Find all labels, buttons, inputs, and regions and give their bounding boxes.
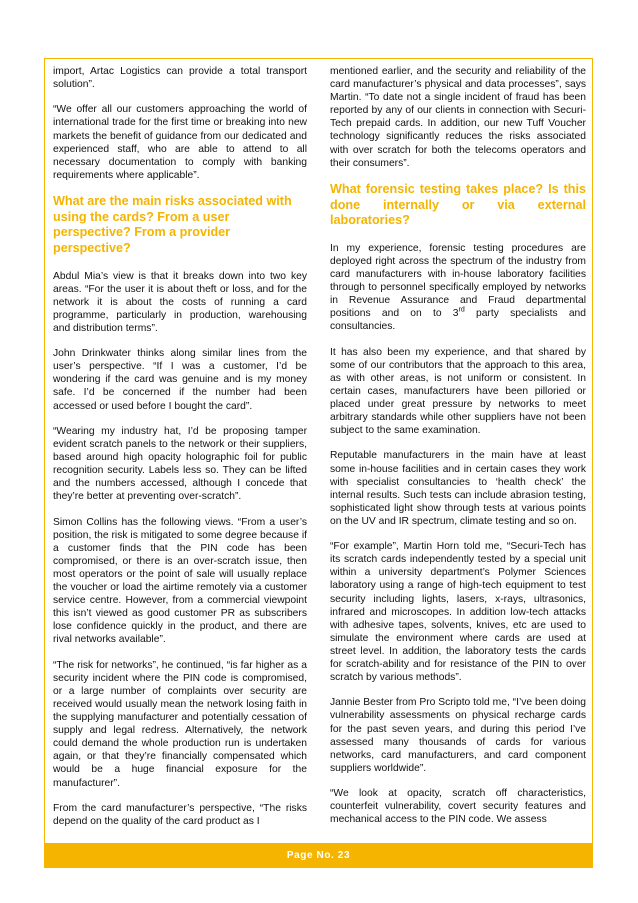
paragraph: It has also been my experience, and that shared by some of our contributors that the approach to this area, as with other areas, is not uniform or consistent. In certain cases, manufacturers have been pilloried or placed under great pressure by networks to meet arbitrary standards while other suppliers have not been subject to the same examination. xyxy=(330,346,586,437)
paragraph: “For example”, Martin Horn told me, “Securi-Tech has its scratch cards independently tested by a special unit within a university department’s Polymer Sciences laboratory using a range of high-tech equipment to test security including lights, lasers, x-rays, ultrasonics, infrared and microscopes. In addition low-tech attacks with adhesive tapes, solvents, knives, etc are used to simulate the environment where cards are used at street level. In addition, the laboratory tests the cards for scratch-ability and for resistance of the PIN to over scratch by various methods”. xyxy=(330,541,586,684)
ordinal-suffix: rd xyxy=(458,306,465,314)
left-column xyxy=(53,65,307,840)
right-column xyxy=(330,65,586,839)
paragraph: “Wearing my industry hat, I’d be proposing tamper evident scratch panels to the network or their suppliers, based around high opacity holographic foil for public recognition security. Labels less so. They can be lifted and the numbers accessed, although I concede that they’re better at preventing over-scratch”. xyxy=(53,425,307,503)
paragraph: John Drinkwater thinks along similar lines from the user’s perspective. “If I was a customer, I’d be wondering if the card was genuine and is my money safe. I’d be concerned if the number had been accessed or used before I bought the card”. xyxy=(53,348,307,412)
paragraph: mentioned earlier, and the security and reliability of the card manufacturer’s physical and data processes”, says Martin. “To date not a single incident of fraud has been reported by any of our clients in connection with Securi-Tech prepaid cards. In addition, our new Tuff Voucher technology significantly reduces the risks associated with over scratch for both the telecoms operators and their consumers”. xyxy=(330,66,586,169)
paragraph: import, Artac Logistics can provide a total transport solution”. xyxy=(53,66,307,91)
paragraph-text: In my experience, forensic testing procedures are deployed right across the spectrum of the industry from card manufacturers with in-house laboratory facilities through to personnel specifically employed by networks in Revenue Assurance and Fraud departmental positions and on to 3 xyxy=(330,242,586,320)
footer-bar xyxy=(44,844,593,868)
paragraph: “We look at opacity, scratch off characteristics, counterfeit vulnerability, covert security features and mechanical access to the PIN code. We assess xyxy=(330,788,586,826)
paragraph: “The risk for networks”, he continued, “is far higher as a security incident where the PIN code is compromised, or a large number of complaints over security are received would usually mean the network losing faith in the supplying manufacturer and potentially cessation of supply and legal redress. Alternatively, the network could demand the whole production run is undertaken again, or that they’re financially compensated which would be a huge financial exposure for the manufacturer”. xyxy=(53,659,307,789)
paragraph-text: party specialists and consultancies. xyxy=(330,308,587,333)
paragraph: Simon Collins has the following views. “From a user’s position, the risk is mitigated to some degree because if a customer finds that the PIN code has been compromised, or there is an over-scratch issue, then most operators or the point of sale will usually replace the voucher or load the airtime remotely via a customer service centre. However, from a commercial viewpoint this isn’t viewed as good customer PR as subscribers lose confidence quickly in the product, and there are rival networks available”. xyxy=(53,516,307,646)
paragraph: Reputable manufacturers in the main have at least some in-house facilities and in certain cases they work with specialist consultancies to ‘health check’ the internal results. Such tests can include abrasion testing, sophisticated light show through tests at various points on the UV and IR spectrum, climate testing and so on. xyxy=(330,450,586,527)
paragraph: “We offer all our customers approaching the world of international trade for the first time or breaking into new markets the benefit of guidance from our dedicated and experienced staff, who are able to attend to all necessary documentation to comply with banking requirements where applicable”. xyxy=(53,104,307,181)
page-number: Page No. 23 xyxy=(286,850,351,861)
paragraph: Jannie Bester from Pro Scripto told me, “I’ve been doing vulnerability assessments on physical recharge cards for the past seven years, and during this period I’ve assessed many thousands of cards for various networks, card manufacturers, and card component suppliers worldwide”. xyxy=(330,697,586,774)
paragraph: Abdul Mia’s view is that it breaks down into two key areas. “For the user it is about theft or loss, and for the network it is about the costs of running a card programme, particularly in production, warehousing and distribution terms”. xyxy=(53,270,307,334)
paragraph: From the card manufacturer’s perspective, “The risks depend on the quality of the card product as I xyxy=(53,802,307,827)
section-heading: What are the main risks associated with using the cards? From a user perspective? From a provider perspective? xyxy=(53,194,292,255)
paragraph xyxy=(330,242,586,334)
section-heading: What forensic testing takes place? Is this done internally or via external laboratories? xyxy=(330,181,586,228)
